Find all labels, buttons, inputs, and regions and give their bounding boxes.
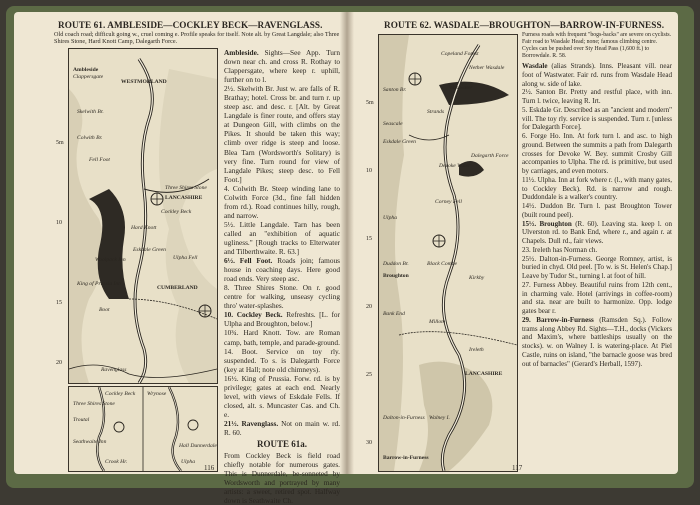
map-label-devoke: Devoke Water bbox=[439, 163, 471, 169]
right-page bbox=[346, 12, 678, 474]
text-body-9: 16½. King of Prussia. Forw. rd. is by privilege; gates at each end. Nearly level, with views of Eskdale Fells. If closed, alt. s. Muncaster Cas. and Ch. e. bbox=[224, 373, 340, 419]
text-body-6: Refreshts. [L. for Ulpha and Broughton, below.] bbox=[224, 310, 340, 329]
inset-label-seathwaite: Seathwaite Inn bbox=[73, 439, 107, 445]
mile-mark-15: 15 bbox=[56, 300, 62, 306]
text-body-7: 10¾. Hard Knott. Tow. are Roman camp, bath, temple, and parade-ground. bbox=[224, 328, 340, 347]
text-head-10: 21½. Ravenglass. bbox=[224, 418, 279, 428]
r-text-body-8: 25½. Dalton-in-Furness. George Romney, artist, is buried in chyd. Old peel. [To w. is St. Helen's Chap.] Leave by Tudor St., turning l. at foot of hill. bbox=[522, 254, 672, 280]
page-number-right: 117 bbox=[512, 464, 523, 472]
map-label-lancashire: LANCASHIRE bbox=[165, 195, 203, 201]
map-label-ireleth: Ireleth bbox=[469, 347, 484, 353]
inset-label-crook: Crook Hr. bbox=[105, 459, 128, 465]
map-label-broughton: Broughton bbox=[383, 273, 409, 279]
route-62-title: ROUTE 62. WASDALE—BROUGHTON—BARROW-IN-FURNESS. bbox=[384, 20, 665, 30]
text-head-6: 10. Cockley Beck. bbox=[224, 310, 283, 320]
map-label-fell-foot: Fell Foot bbox=[89, 157, 110, 163]
map-label-ulpha-r: Ulpha bbox=[383, 215, 397, 221]
map-label-westmorland: WESTMORLAND bbox=[121, 79, 167, 85]
map-label-ambleside: Ambleside bbox=[73, 67, 99, 73]
text-body-0: Sights—See App. Turn down near ch. and cross R. Rothay to Clappersgate, where keep r. uphill, further on to l. bbox=[224, 48, 341, 85]
r-text-body-4: 11½. Ulpha. Inn at fork where r. (l., with many gates, to Cockley Beck). Rd. is narrow and rough. Duddondale is a walker's country. bbox=[522, 175, 672, 202]
mile-mark-r-5: 5m bbox=[366, 100, 374, 106]
map-label-seascale: Seascale bbox=[383, 121, 403, 127]
map-label-lancashire-r: LANCASHIRE bbox=[465, 371, 503, 377]
route-61-subtitle: Old coach road; difficult going w., cruel coming e. Profile speaks for itself. Note alt. by Great Langdale; also Three Shires Stone, Hard Knott Camp, Dalegarth Force. bbox=[54, 31, 340, 46]
text-head-0: Ambleside. bbox=[224, 48, 259, 57]
r-text-head-10: 29. Barrow-in-Furness bbox=[522, 315, 594, 324]
map-label-corney: Corney Fell bbox=[435, 199, 462, 205]
map-label-santon: Santon Br. bbox=[383, 87, 407, 93]
r-text-body-2: 5. Eskdale Gr. Described as an "ancient and modern" vill. The toy rly. service is suspended. Turn r. [unless for Dalegarth Force]. bbox=[522, 105, 672, 132]
map-label-copeland: Copeland Forest bbox=[441, 51, 479, 57]
page-number-left: 116 bbox=[204, 464, 215, 472]
route-61-text bbox=[224, 48, 340, 505]
route-61-map-drawing bbox=[69, 49, 217, 383]
map-label-ravenglass: Ravenglass bbox=[101, 367, 127, 373]
r-text-body-3: 6. Forge Ho. Inn. At fork turn l. and asc. to high ground. Between the summits a path from Dalegarth crosses for Devoke W. Bey. summit Crosby Gill accompanies to Ulpha. The rd. is primitive, but used by carriages, and even motors. bbox=[522, 132, 672, 175]
map-label-barrow: Barrow-in-Furness bbox=[383, 455, 429, 461]
route-61a-text: From Cockley Beck is field road chiefly notable for numerous gates. This is Dunnerdale, be-sonneted by Wordsworth and portrayed by many artists: a sweet, retired spot. Halfway down is Seathwaite Ch. bbox=[224, 451, 340, 505]
inset-label-cockley-beck: Cockley Beck bbox=[105, 391, 136, 397]
r-text-body-7: 23. Ireleth has Norman ch. bbox=[522, 245, 598, 254]
mile-mark-10: 10 bbox=[56, 220, 62, 226]
route-62-intro: Furness roads with frequent "bogs-backs" are severe on cyclists. Fair road to Wasdale Head; none; famous climbing centre. Cycles can be pushed over Sty Head Pass (1,600 ft.) to Borrowdale. R. 58. bbox=[522, 32, 672, 59]
text-body-10: Not on main w. rd. R. 60. bbox=[224, 418, 341, 437]
r-text-body-1: 2½. Santon Br. Pretty and restful place, with inn. Turn l. twice, leaving R. Irt. bbox=[522, 88, 672, 105]
r-text-body-0: (alias Strands). Inns. Pleasant vill. near foot of Wastwater. Fair rd. runs from Wasdale Head along w. side of lake. bbox=[522, 62, 673, 88]
route-61a-title: ROUTE 61a. bbox=[256, 439, 307, 450]
map-label-hard-knott: Hard Knott bbox=[131, 225, 157, 231]
map-label-kirkby: Kirkby bbox=[469, 275, 485, 281]
mile-mark-r-30: 30 bbox=[366, 440, 372, 446]
text-body-8: 14. Boot. Service on toy rly. suspended. To s. is Dalegarth Force (key at Hall; note old chimneys). bbox=[224, 346, 340, 374]
mile-mark-20: 20 bbox=[56, 360, 62, 366]
route-62-map bbox=[378, 34, 518, 472]
text-body-1: 2½. Skelwith Br. Just w. are falls of R. Brathay; hotel. Cross br. and turn r. up steep asc. and desc. r. [Alt. by Great Langdale is finer route, and offers stay at Dungeon Gill, with climbs on the Pikes. It should be taken this way; climb over ridge is steep and loose. Blea Tarn (Wordsworth's Solitary) is very fine. Turn round for view of Langdale Pikes; steep desc. to Fell Foot.] bbox=[224, 84, 340, 184]
map-label-colwith: Colwith Br. bbox=[77, 135, 103, 141]
route-61-map bbox=[68, 48, 218, 384]
map-label-dalegarth: Dalegarth Force bbox=[471, 153, 509, 159]
map-label-cockley-beck: Cockley Beck bbox=[161, 209, 192, 215]
map-label-bank-end: Bank End bbox=[383, 311, 405, 317]
mile-mark-r-20: 20 bbox=[366, 304, 372, 310]
map-label-wastwater: Wastwater bbox=[449, 85, 473, 91]
text-head-4: 6½. Fell Foot. bbox=[224, 256, 273, 266]
text-body-5: 8. Three Shires Stone. On r. good centre for walking, unseasy cycling thro' water-splashes. bbox=[224, 283, 340, 311]
map-label-eskdale-green: Eskdale Green bbox=[133, 247, 166, 253]
inset-label-hall-dunnerdale: Hall Dunnerdale bbox=[179, 443, 217, 449]
mile-mark-5: 5m bbox=[56, 140, 64, 146]
mile-mark-r-15: 15 bbox=[366, 236, 372, 242]
map-label-boot: Boot bbox=[99, 307, 110, 313]
r-text-head-6: 15½. Broughton bbox=[522, 219, 572, 228]
inset-label-ulpha: Ulpha bbox=[181, 459, 195, 465]
map-label-dalton: Dalton-in-Furness bbox=[383, 415, 425, 421]
mile-mark-r-10: 10 bbox=[366, 168, 372, 174]
map-label-walney: Walney I. bbox=[429, 415, 450, 421]
r-text-body-6: (R. 60). Leaving sta. keep l. on Ulverston rd. to Bank End, where r., and again r. at Chapels. Dull rd., fair views. bbox=[522, 219, 673, 245]
map-label-cumberland: CUMBERLAND bbox=[157, 285, 198, 291]
inset-label-three-shires: Three Shires Stone bbox=[73, 401, 115, 407]
route-61a-map bbox=[68, 386, 218, 472]
map-label-three-shires: Three Shires Stone bbox=[165, 185, 207, 191]
map-label-clappersgate: Clappersgate bbox=[73, 74, 104, 80]
mile-mark-r-25: 25 bbox=[366, 372, 372, 378]
r-text-body-10: (Ramsden Sq.). Follow trams along Abbey Rd. Sights—T.H., docks (Vickers and Maxim's, where battleships usually on the stocks). w. on Walney I. is watering-place. At Piel Castle, ruins on island, "the barnacle goose was bred out of barnacles" (Gerard's Herball, 1597). bbox=[522, 315, 672, 368]
inset-label-troutal: Troutal bbox=[73, 417, 90, 423]
left-page bbox=[14, 12, 346, 505]
text-body-3: 5½. Little Langdale. Tarn has been called an "exhibition of aquatic ugliness." [Rough tracks to Elterwater and Tilberthwaite. R. 63.] bbox=[224, 219, 340, 257]
route-61-title: ROUTE 61. AMBLESIDE—COCKLEY BECK—RAVENGLASS. bbox=[58, 20, 323, 30]
map-label-duddon: Duddon Br. bbox=[383, 261, 409, 267]
map-label-king-of-prussia: King of Prussia Inn bbox=[77, 281, 121, 287]
text-body-4: Roads join; famous house in coaching days. Here good road ends. Very steep asc. bbox=[224, 256, 340, 284]
r-text-body-5: 14½. Duddon Br. Turn l. past Broughton Tower (built round peel). bbox=[522, 202, 672, 219]
map-label-ulpha-fell: Ulpha Fell bbox=[173, 255, 198, 261]
map-label-millom: Millom bbox=[429, 319, 446, 325]
route-62-map-drawing bbox=[379, 35, 517, 471]
inset-label-wrynose: Wrynose bbox=[147, 391, 167, 397]
r-text-body-9: 27. Furness Abbey. Beautiful ruins from 12th cent., in charming vale. Hotel (arrivings in coffee-room) and sta. near are built to harmonize. Opp. lodge gates bear r. bbox=[522, 280, 672, 315]
r-text-head-0: Wasdale bbox=[522, 62, 548, 70]
map-label-black-combe: Black Combe bbox=[427, 261, 457, 267]
route-62-text bbox=[522, 62, 672, 368]
map-label-skelwith: Skelwith Br. bbox=[77, 109, 104, 115]
map-label-woolpack: Woolpack Inn bbox=[95, 257, 126, 263]
map-label-eskdale-green-r: Eskdale Green bbox=[383, 139, 416, 145]
map-label-nether-wasdale: Nether Wasdale bbox=[469, 65, 505, 71]
text-body-2: 4. Colwith Br. Steep winding lane to Colwith Force (3d., fine fall hidden from rd.). Road continues hilly, rough, and narrow. bbox=[224, 183, 340, 220]
map-label-strands: Strands bbox=[427, 109, 445, 115]
